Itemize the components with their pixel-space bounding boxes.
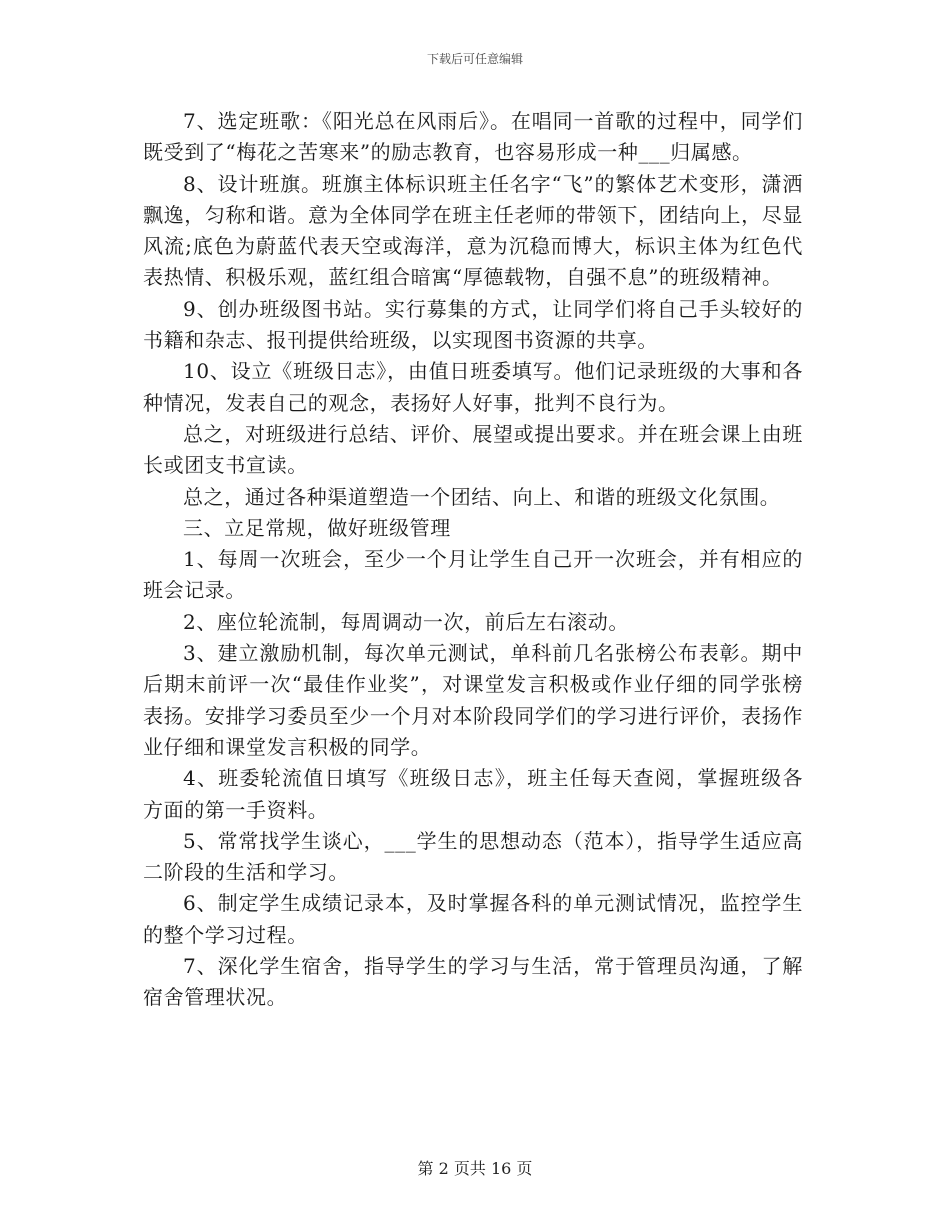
paragraph-summary-2: 总之，通过各种渠道塑造一个团结、向上、和谐的班级文化氛围。 xyxy=(183,484,781,509)
page-footer: 第 2 页共 16 页 xyxy=(417,1159,533,1178)
paragraph-class-song: 7、选定班歌：《阳光总在风雨后》。在唱同一首歌的过程中，同学们既受到了“梅花之苦寒来”的励志教育，也容易形成一种___归属感。 xyxy=(143,109,803,165)
paragraph-incentive: 3、建立激励机制，每次单元测试，单科前几名张榜公布表彰。期中后期末前评一次“最佳作业奖”，对课堂发言积极或作业仔细的同学张榜表扬。安排学习委员至少一个月对本阶段同学们的学习进行评价，表扬作业仔细和课堂发言积极的同学。 xyxy=(143,641,803,759)
paragraph-grade-record: 6、制定学生成绩记录本，及时掌握各科的单元测试情况，监控学生的整个学习过程。 xyxy=(143,891,803,947)
paragraph-book-station: 9、创办班级图书站。实行募集的方式，让同学们将自己手头较好的书籍和杂志、报刊提供给班级，以实现图书资源的共享。 xyxy=(143,296,803,353)
paragraph-weekly-meeting: 1、每周一次班会，至少一个月让学生自己开一次班会，并有相应的班会记录。 xyxy=(143,547,803,603)
document-body xyxy=(143,106,803,1014)
section-heading-3: 三、立足常规，做好班级管理 xyxy=(183,515,451,540)
paragraph-duty-log: 4、班委轮流值日填写《班级日志》，班主任每天查阅，掌握班级各方面的第一手资料。 xyxy=(143,766,803,822)
paragraph-summary-1: 总之，对班级进行总结、评价、展望或提出要求。并在班会课上由班长或团支书宣读。 xyxy=(143,421,803,478)
paragraph-class-flag: 8、设计班旗。班旗主体标识班主任名字“飞”的繁体艺术变形，潇洒飘逸，匀称和谐。意为全体同学在班主任老师的带领下，团结向上，尽显风流;底色为蔚蓝代表天空或海洋，意为沉稳而博大，标识主体为红色代表热情、积极乐观，蓝红组合暗寓“厚德载物，自强不息”的班级精神。 xyxy=(143,171,804,290)
page-header: 下载后可任意编辑 xyxy=(426,52,523,66)
paragraph-class-log: 10、设立《班级日志》，由值日班委填写。他们记录班级的大事和各种情况，发表自己的观念，表扬好人好事，批判不良行为。 xyxy=(143,359,803,415)
paragraph-student-talks: 5、常常找学生谈心，___学生的思想动态（范本），指导学生适应高二阶段的生活和学习。 xyxy=(143,828,803,885)
paragraph-seat-rotation: 2、座位轮流制，每周调动一次，前后左右滚动。 xyxy=(183,609,629,634)
paragraph-dormitory: 7、深化学生宿舍，指导学生的学习与生活，常于管理员沟通，了解宿舍管理状况。 xyxy=(143,954,803,1010)
